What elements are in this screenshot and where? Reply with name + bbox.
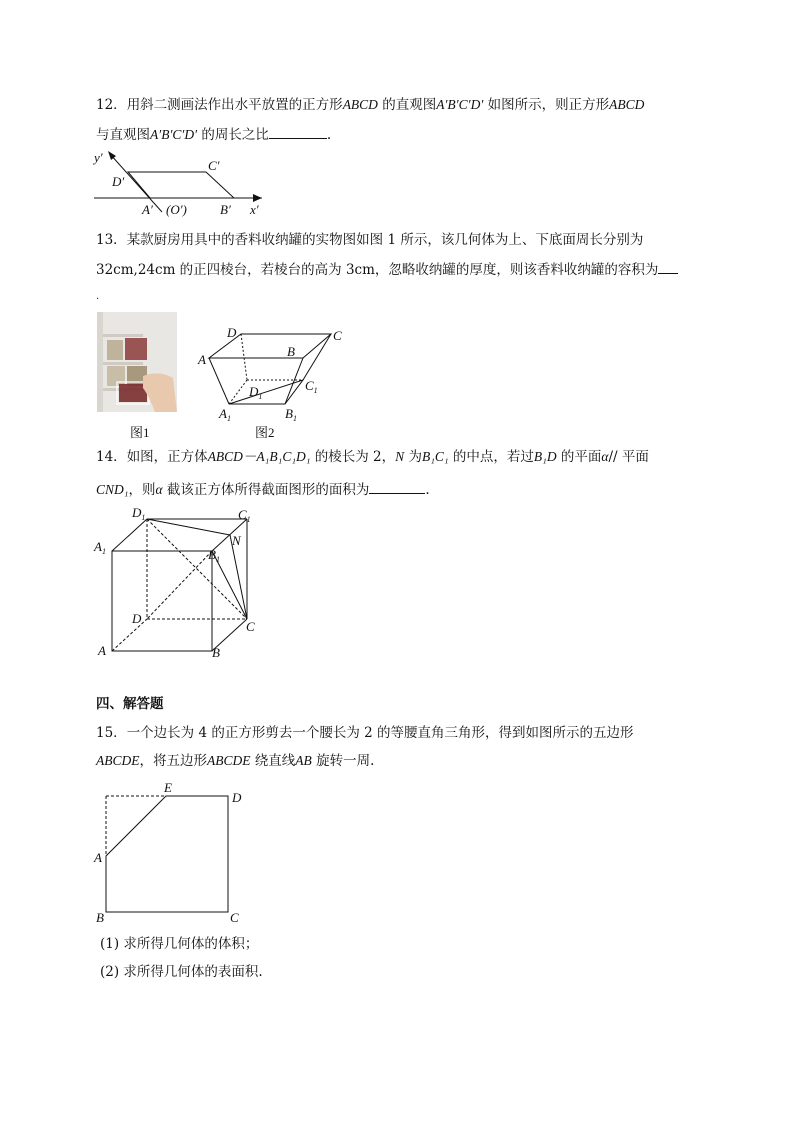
svg-text:A: A xyxy=(198,352,206,367)
label-b: B xyxy=(96,910,104,925)
label-c1: $C_1$ xyxy=(238,507,251,524)
label-a: A xyxy=(94,850,102,865)
q12-figure xyxy=(90,146,270,218)
q14-line2: CND₁，则α 截该正方体所得截面图形的面积为 . xyxy=(96,479,430,499)
answer-blank-q14[interactable] xyxy=(369,479,425,494)
label-c: C′ xyxy=(208,158,220,173)
q15-number: 15． xyxy=(96,725,127,741)
label-o: (O′) xyxy=(166,202,187,217)
label-y-axis: y′ xyxy=(94,150,103,165)
label-a1: $A_1$ xyxy=(94,539,106,556)
label-b: B xyxy=(212,645,220,660)
label-a1: $A_1$ xyxy=(219,406,231,422)
label-a: A xyxy=(98,643,106,658)
label-d: D′ xyxy=(112,174,125,189)
spice-jar-illustration xyxy=(97,312,177,412)
label-d: D xyxy=(132,611,142,626)
q14-cube-figure xyxy=(90,505,270,660)
label-b1: $B_1$ xyxy=(285,406,297,422)
q15-subquestion-1: (1) 求所得几何体的体积； xyxy=(100,936,259,952)
caption-fig1: 图1 xyxy=(130,425,150,440)
label-n: N xyxy=(232,533,241,548)
q13-line1: 13．某款厨房用具中的香料收纳罐的实物图如图 1 所示，该几何体为上、下底面周长分别为 xyxy=(96,232,644,248)
q15-pentagon-figure xyxy=(90,780,255,925)
label-d1: $D_1$ xyxy=(249,384,263,401)
svg-text:C: C xyxy=(333,328,342,343)
svg-text:B: B xyxy=(287,344,295,359)
q15-line1: 15．一个边长为 4 的正方形剪去一个腰长为 2 的等腰直角三角形，得到如图所示的五边形 xyxy=(96,725,634,741)
answer-blank-q12[interactable] xyxy=(269,124,327,139)
label-d: D xyxy=(232,790,242,805)
label-b1: $B_1$ xyxy=(208,547,220,564)
svg-text:D: D xyxy=(227,325,237,340)
q13-frustum-figure xyxy=(195,322,345,422)
q12-line2: 与直观图A′B′C′D′ 的周长之比 . xyxy=(96,124,331,144)
section-heading: 四、解答题 xyxy=(96,696,164,712)
q15-line2: ABCDE，将五边形ABCDE 绕直线AB 旋转一周. xyxy=(96,753,375,769)
answer-blank-q13[interactable] xyxy=(658,259,678,274)
q12-line1: 12．用斜二测画法作出水平放置的正方形ABCD 的直观图A′B′C′D′ 如图所示，则正方形ABCD xyxy=(96,97,645,113)
label-e: E xyxy=(164,780,172,795)
q13-line3: . xyxy=(96,291,100,302)
q12-number: 12． xyxy=(96,97,127,113)
q13-line2: 32cm,24cm 的正四棱台，若棱台的高为 3cm，忽略收纳罐的厚度，则该香料收纳罐的容积为 xyxy=(96,259,678,279)
label-a: A′ xyxy=(142,202,153,217)
q15-subquestion-2: (2) 求所得几何体的表面积. xyxy=(100,964,263,980)
label-x-axis: x′ xyxy=(250,202,259,217)
label-c: C xyxy=(230,910,239,925)
spice-jar-photo xyxy=(97,312,177,412)
label-c: C xyxy=(246,619,255,634)
q13-number: 13． xyxy=(96,232,127,248)
q14-number: 14． xyxy=(96,449,127,465)
caption-fig2: 图2 xyxy=(255,425,275,440)
label-d1: $D_1$ xyxy=(132,505,146,522)
q14-line1: 14．如图，正方体ABCD－A₁B₁C₁D₁ 的棱长为 2，N 为B₁C₁ 的中点，若过B₁D 的平面α// 平面 xyxy=(96,449,649,465)
label-c1: $C_1$ xyxy=(305,378,318,395)
label-b: B′ xyxy=(220,202,231,217)
